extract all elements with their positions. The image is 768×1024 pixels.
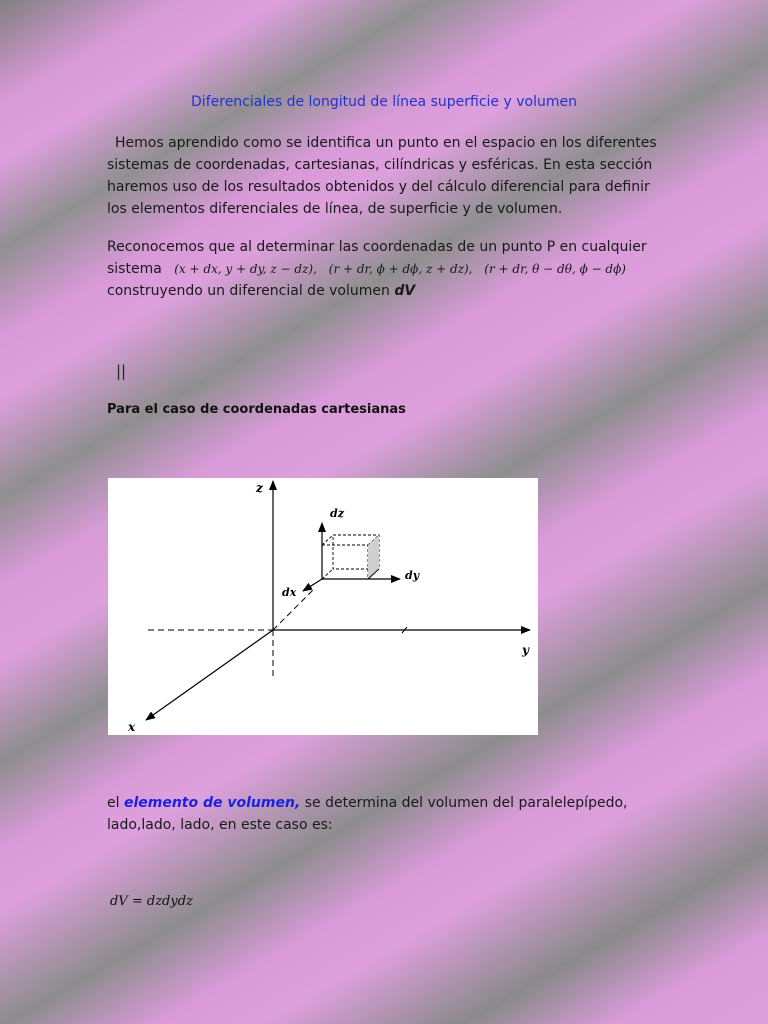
el-word: el xyxy=(107,795,120,811)
x-label: x xyxy=(128,720,136,734)
volume-element-line-2: lado,lado, lado, en este caso es: xyxy=(107,817,333,833)
intro-line-4: los elementos diferenciales de línea, de superficie y de volumen. xyxy=(107,201,563,217)
spherical-tuple: (r + dr, θ − dθ, ϕ − dϕ) xyxy=(484,262,626,276)
dv-symbol: dV xyxy=(394,283,416,299)
coordinate-tuples xyxy=(174,262,634,276)
volume-element-paragraph xyxy=(107,792,667,836)
volume-element-line-1 xyxy=(107,792,667,814)
cartesian-tuple: (x + dx, y + dy, z − dz), xyxy=(174,262,317,276)
volume-element-box xyxy=(322,535,379,579)
recognize-paragraph xyxy=(107,236,667,302)
recognize-line-1: Reconocemos que al determinar las coordenadas de un punto P en cualquier xyxy=(107,239,647,255)
intro-line-3: haremos uso de los resultados obtenidos y del cálculo diferencial para definir xyxy=(107,179,650,195)
cylindrical-tuple: (r + dr, ϕ + dϕ, z + dz), xyxy=(328,262,473,276)
paragraph-marker: || xyxy=(116,362,127,380)
volume-element-keyword: elemento de volumen, xyxy=(123,795,301,811)
y-label: y xyxy=(522,643,529,657)
z-label: z xyxy=(256,481,263,495)
intro-line-2: sistemas de coordenadas, cartesianas, cilíndricas y esféricas. En esta sección xyxy=(107,157,653,173)
recognize-line-2 xyxy=(107,258,667,280)
cartesian-heading: Para el caso de coordenadas cartesianas xyxy=(107,402,406,417)
volume-formula: dV = dzdydz xyxy=(110,894,193,909)
dx-arrow xyxy=(303,579,322,591)
dy-label: dy xyxy=(405,569,420,582)
intro-paragraph xyxy=(107,132,667,220)
system-word: sistema xyxy=(107,261,162,277)
cartesian-volume-figure xyxy=(108,478,538,735)
document-title: Diferenciales de longitud de línea superficie y volumen xyxy=(191,94,577,110)
construct-text: construyendo un diferencial de volumen xyxy=(107,283,390,299)
volume-element-suffix: se determina del volumen del paralelepípedo, xyxy=(304,795,628,811)
dz-label: dz xyxy=(330,507,344,520)
x-axis xyxy=(146,630,273,720)
intro-line-1: Hemos aprendido como se identifica un punto en el espacio en los diferentes xyxy=(115,135,657,151)
dx-label: dx xyxy=(282,586,297,599)
axes-diagram xyxy=(108,478,538,735)
recognize-line-3 xyxy=(107,280,667,302)
